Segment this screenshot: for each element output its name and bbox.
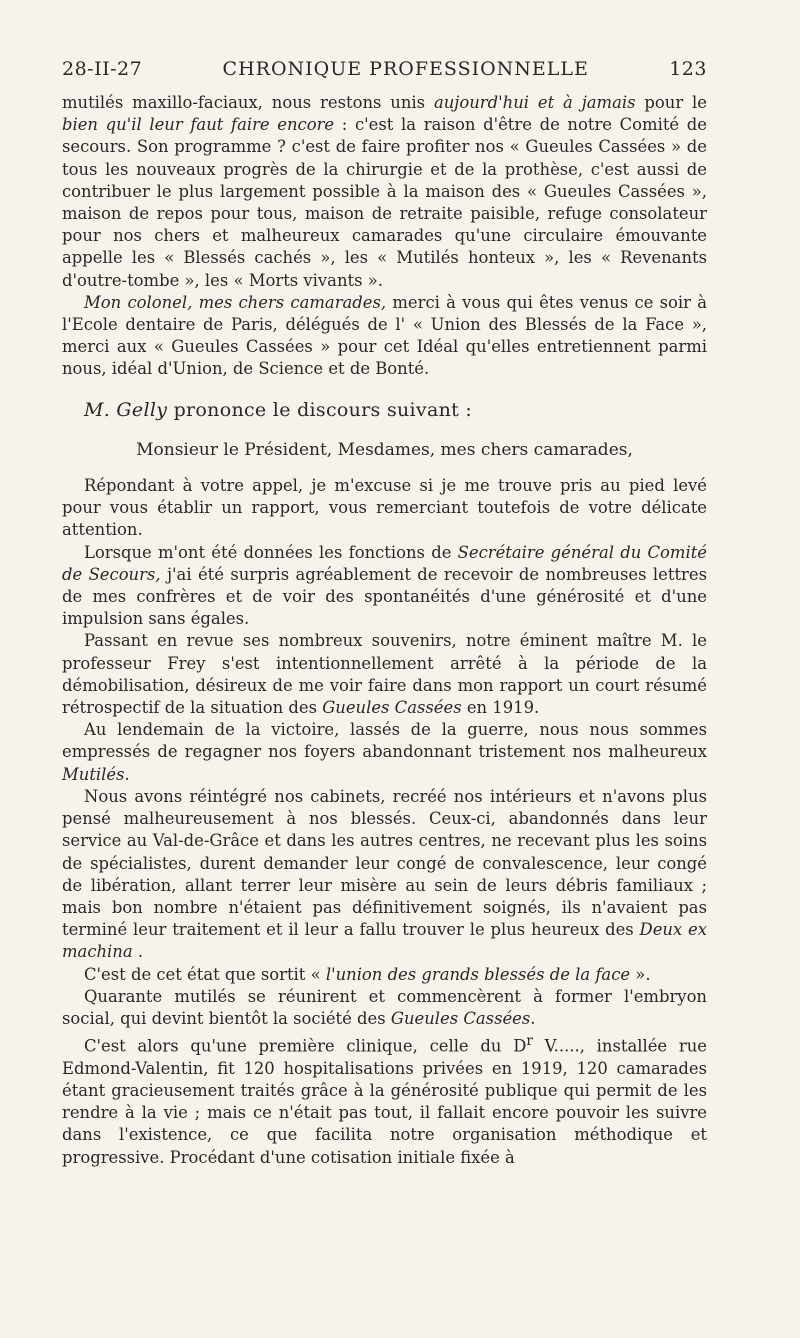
issue-date: 28-II-27	[62, 58, 143, 80]
paragraph-thanks: Mon colonel, mes chers camarades, merci à vous qui êtes venus ce soir à l'Ecole dentaire de Paris, délégués de l' « Union des Blessés de la Face », merci aux « Gueules Cassées » pour cet Idéal qu'elles entretiennent parmi nous, idéal d'Union, de Science et de Bonté.	[62, 292, 707, 379]
paragraph-apology: Répondant à votre appel, je m'excuse si je me trouve pris au pied levé pour vous établir un rapport, vous remerciant toutefois de votre délicate attention.	[62, 476, 707, 540]
paragraph-clinic: C'est alors qu'une première clinique, celle du $D^r$ V....., installée rue Edmond-Valentin, fit 120 hospitalisations privées en 1919, 120 camarades étant gracieusement traités grâce à la générosité publique qui permit de les rendre à la vie ; mais ce n'était pas tout, il fallait encore pouvoir les suivre dans l'existence, ce que facilita notre organisation méthodique et progressive. Procédant d'une cotisation initiale fixée à	[62, 1033, 707, 1167]
journal-section-title: CHRONIQUE PROFESSIONNELLE	[222, 58, 589, 80]
page-number: 123	[669, 58, 707, 80]
paragraph-frey: Passant en revue ses nombreux souvenirs, notre éminent maître M. le professeur Frey s'est intentionnellement arrêté à la période de la démobilisation, désireux de me voir faire dans mon rapport un court résumé rétrospectif de la situation des Gueules Cassées en 1919.	[62, 631, 707, 718]
paragraph-union: C'est de cet état que sortit « l'union des grands blessés de la face ».	[84, 964, 651, 984]
paragraph-forty-mutilated: Quarante mutilés se réunirent et commencèrent à former l'embryon social, qui devint bientôt la société des Gueules Cassées.	[62, 986, 707, 1028]
paragraph-victory: Au lendemain de la victoire, lassés de la guerre, nous nous sommes empressés de regagner nos foyers abandonnant tristement nos malheureux Mutilés.	[62, 720, 707, 784]
paragraph-secretary: Lorsque m'ont été données les fonctions de Secrétaire général du Comité de Secours, j'ai été surpris agréablement de recevoir de nombreuses lettres de mes confrères et de voir des spontanéités d'une générosité et d'une impulsion sans égales.	[62, 542, 707, 629]
paragraph-committee-program: mutilés maxillo-faciaux, nous restons unis aujourd'hui et à jamais pour le bien qu'il leur faut faire encore : c'est la raison d'être de notre Comité de secours. Son programme ? c'est de faire profiter nos « Gueules Cassées » de tous les nouveaux progrès de la chirurgie et de la prothèse, c'est aussi de contribuer le plus largement possible à la maison des « Gueules Cassées », maison de repos pour tous, maison de retraite paisible, refuge consolateur pour nos chers et malheureux camarades qu'une circulaire émouvante appelle les « Blessés cachés », les « Mutilés honteux », les « Revenants d'outre-tombe », les « Morts vivants ».	[62, 93, 707, 290]
salutation: Monsieur le Président, Mesdames, mes chers camarades,	[136, 439, 633, 460]
body-text	[62, 92, 707, 1169]
running-head	[62, 58, 707, 80]
paragraph-cabinets: Nous avons réintégré nos cabinets, recréé nos intérieurs et n'avons plus pensé malheureusement à nos blessés. Ceux-ci, abandonnés dans leur service au Val-de-Grâce et dans les autres centres, ne recevant plus les soins de spécialistes, durent demander leur congé de convalescence, leur congé de libération, allant terrer leur misère au sein de leurs débris familiaux ; mais bon nombre n'étaient pas définitivement soignés, ils n'avaient pas terminé leur traitement et il leur a fallu trouver le plus heureux des Deux ex machina .	[62, 786, 707, 962]
speaker-heading: M. Gelly prononce le discours suivant :	[84, 398, 473, 421]
